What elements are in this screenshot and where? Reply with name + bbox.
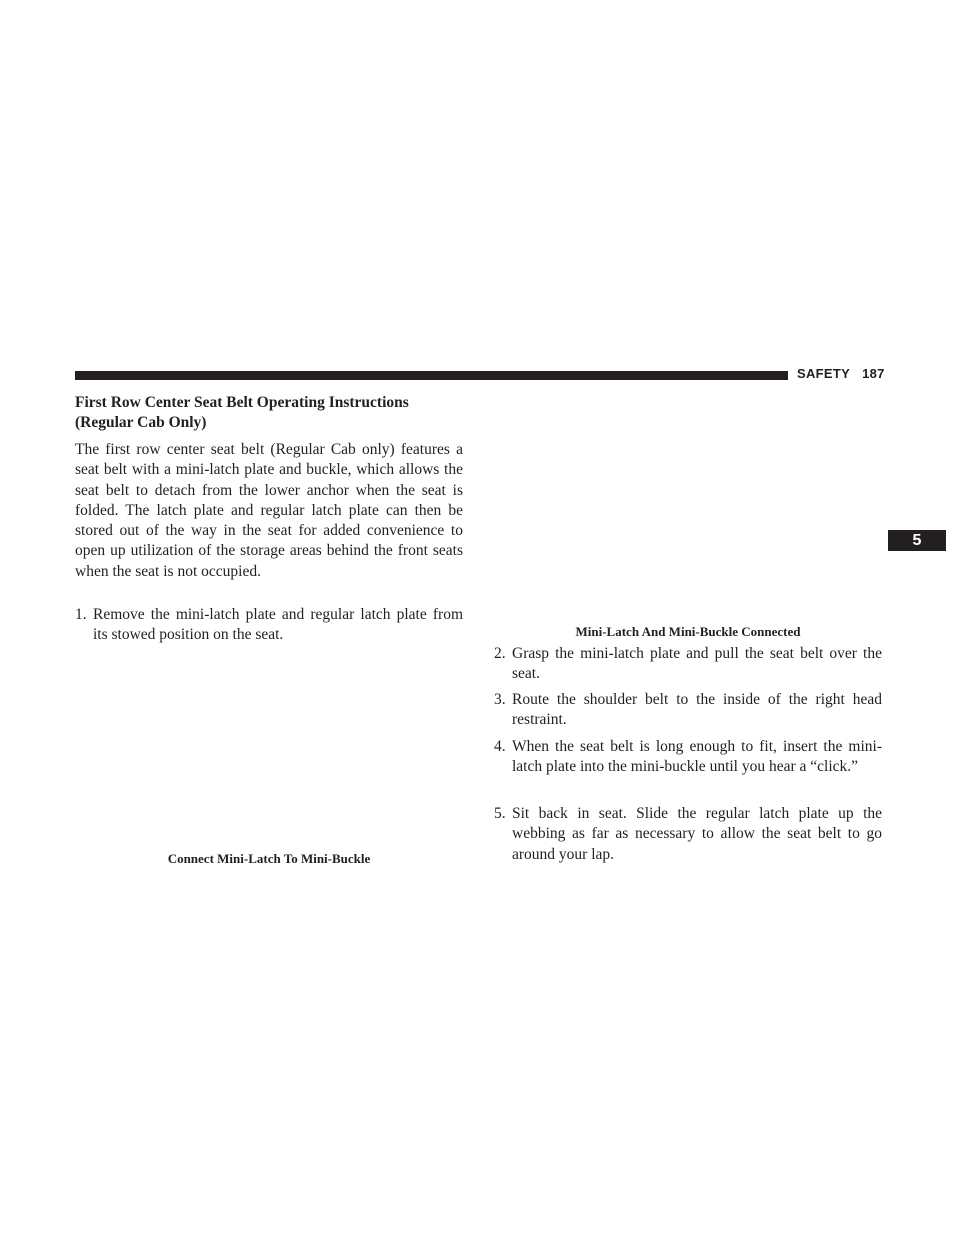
step-number: 2.	[494, 645, 506, 662]
step-3	[494, 690, 882, 731]
header-section: SAFETY	[797, 366, 851, 381]
running-header	[797, 366, 885, 381]
intro-paragraph: The first row center seat belt (Regular Cab only) features a seat belt with a mini-latch plate and buckle, which allows the seat belt to detach from the lower anchor when the seat is folded. The latch plate and regular latch plate can then be stored out of the way in the seat for added convenience to open up utilization of the storage areas behind the front seats when the seat is not occupied.	[75, 441, 463, 580]
figure-caption-right: Mini-Latch And Mini-Buckle Connected	[575, 624, 801, 639]
figure-right	[494, 393, 882, 618]
step-2	[494, 644, 882, 685]
step-text: Sit back in seat. Slide the regular latch plate up the webbing as far as necessary to allow the seat belt to go around your lap.	[512, 805, 882, 863]
step-text: Grasp the mini-latch plate and pull the seat belt over the seat.	[512, 645, 882, 683]
section-title: First Row Center Seat Belt Operating Instructions (Regular Cab Only)	[75, 394, 409, 431]
figure-left	[75, 650, 463, 845]
step-number: 1.	[75, 606, 87, 623]
step-text: Remove the mini-latch plate and regular latch plate from its stowed position on the seat.	[93, 606, 463, 644]
step-number: 5.	[494, 805, 506, 822]
chapter-tab: 5	[888, 530, 946, 551]
header-rule	[75, 371, 788, 380]
step-number: 4.	[494, 738, 506, 755]
step-text: When the seat belt is long enough to fit, insert the mini-latch plate into the mini-buckle until you hear a “click.”	[512, 738, 882, 776]
step-number: 3.	[494, 691, 506, 708]
figure-caption-left: Connect Mini-Latch To Mini-Buckle	[167, 851, 371, 866]
step-1	[75, 605, 463, 646]
step-5	[494, 804, 882, 865]
page-number: 187	[862, 366, 885, 381]
step-4	[494, 737, 882, 778]
step-text: Route the shoulder belt to the inside of the right head restraint.	[512, 691, 882, 729]
